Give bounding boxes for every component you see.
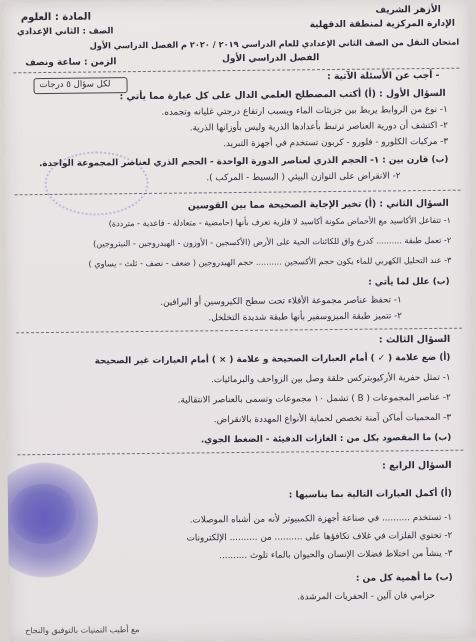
q2-title: السؤال الثاني : (أ) تخير الإجابة الصحيحة مما بين القوسين bbox=[187, 197, 449, 212]
q1-item-3: ٣- مركبات الكلورو - فلورو - كربون تستخدم في أجهزة التبريد. bbox=[223, 136, 449, 150]
q3-item-1: ١- تمثل حفرية الأركيوبتركس حلقة وصل بين الزواحف والبرمائيات. bbox=[211, 372, 451, 386]
q2-b-title: (ب) علل لما يأتي : bbox=[368, 276, 450, 288]
q1-b-title: (ب) قارن بين : ١- الحجم الذري لعناصر الدورة الواحدة - الحجم الذري لعناصر المجموعة الواحدة. bbox=[38, 154, 449, 170]
q4-item-3: ٣- ينشأ من اختلاط فضلات الإنسان والحيوان بالماء تلوث .......... bbox=[219, 548, 453, 562]
q4-b-title: (ب) ما أهمية كل من : bbox=[355, 572, 453, 584]
q3-title: السؤال الثالث : bbox=[378, 333, 451, 346]
q3-divider bbox=[17, 450, 463, 456]
q4-title: السؤال الرابع : bbox=[381, 459, 452, 472]
exam-term: الفصل الدراسي الأول bbox=[222, 53, 320, 65]
q1-item-1: ١- نوع من الروابط يربط بين جزيئات الماء ويسبب ارتفاع درجتي غليانه وتجمده. bbox=[161, 104, 448, 118]
q2-item-3: ٣- عند التحليل الكهربي للماء يكون حجم الأكسجين .......... حجم الهيدروجين ( ضعف - نصف - ثلث - يساوي ) bbox=[88, 254, 452, 269]
q4-item-1: ١- تستخدم .......... في صناعة أجهزة الكمبيوتر لأنه من أشباه الموصلات. bbox=[189, 512, 453, 526]
header-institution: الأزهر الشريف bbox=[375, 4, 441, 16]
q2-divider bbox=[16, 328, 462, 334]
q3-item-3: ٣- المحميات أماكن آمنة تخصص لحماية الأنواع المهددة بالانقراض. bbox=[213, 412, 452, 426]
q1-title: السؤال الأول : (أ) أكتب المصطلح العلمي الدال على كل عبارة مما يأتي : bbox=[119, 87, 446, 103]
q4-item-2: ٢- تحتوي الفلزات في غلاف تكافؤها على .......... من .......... الإلكترونات bbox=[186, 530, 453, 544]
faint-stamp bbox=[44, 151, 149, 216]
instructions: - أجب عن الأسئلة الآتية : bbox=[327, 69, 440, 83]
q3-item-2: ٢- عناصر المجموعات ( B ) تشمل ١٠ مجموعات وتسمى بالعناصر الانتقالية. bbox=[177, 392, 451, 406]
q2-b-item-1: ١- تحفظ عناصر مجموعة الأقلاء تحت سطح الكيروسين أو البرافين. bbox=[160, 295, 402, 308]
exam-time: الزمن : ساعة ونصف bbox=[25, 57, 117, 69]
exam-title: امتحان النقل من الصف الثاني الإعدادي للعام الدراسي ٢٠١٩ / ٢٠٢٠ م الفصل الدراسي الأول bbox=[89, 36, 460, 51]
q3-a-title: (أ) ضع علامة ( ✓ ) أمام العبارات الصحيحة و علامة ( × ) أمام العبارات غير الصحيحة bbox=[94, 352, 451, 367]
marks-note: لكل سؤال ٥ درجات bbox=[39, 79, 111, 91]
q2-item-1: ١- تتفاعل الأكاسيد مع الأحماض مكونة أكاسيد لا فلزية تعرف بأنها (حامضية - متعادلة - قاعدية - مترددة) bbox=[108, 214, 452, 229]
footer-wishes: مع أطيب التمنيات بالتوفيق والنجاح bbox=[25, 625, 140, 636]
q4-b-item: حزامي فان آلين - الحفريات المرشدة. bbox=[297, 590, 435, 603]
q1-item-2: ٢- اكتشف أن دورية العناصر ترتبط بأعدادها الذرية وليس بأوزانها الذرية. bbox=[189, 120, 449, 134]
q2-b-item-2: ٢- تتميز طبقة الميزوسفير بأنها طبقة شديدة التخلخل. bbox=[208, 311, 403, 324]
header-grade: الصف : الثاني الإعدادي bbox=[16, 26, 114, 38]
header-subject: المادة : العلوم bbox=[20, 11, 92, 24]
exam-sheet bbox=[3, 0, 476, 642]
q1-b-item: ٢- الانقراض على التوازن البيئي ( البسيط - المركب ). bbox=[206, 171, 401, 184]
q3-b-title: (ب) ما المقصود بكل من : الغازات الدفيئة - الضغط الجوي. bbox=[200, 432, 452, 446]
header-administration: الإدارة المركزية لمنطقة الدقهلية bbox=[309, 18, 455, 31]
q4-a-title: (أ) أكمل العبارات التالية بما يناسبها : bbox=[288, 488, 452, 501]
q2-item-2: ٢- تعمل طبقة .......... كدرع واق للكائنات الحية على الأرض (الأكسجين - الأوزون - الهيدروجين - النيتروجين) bbox=[93, 234, 452, 249]
